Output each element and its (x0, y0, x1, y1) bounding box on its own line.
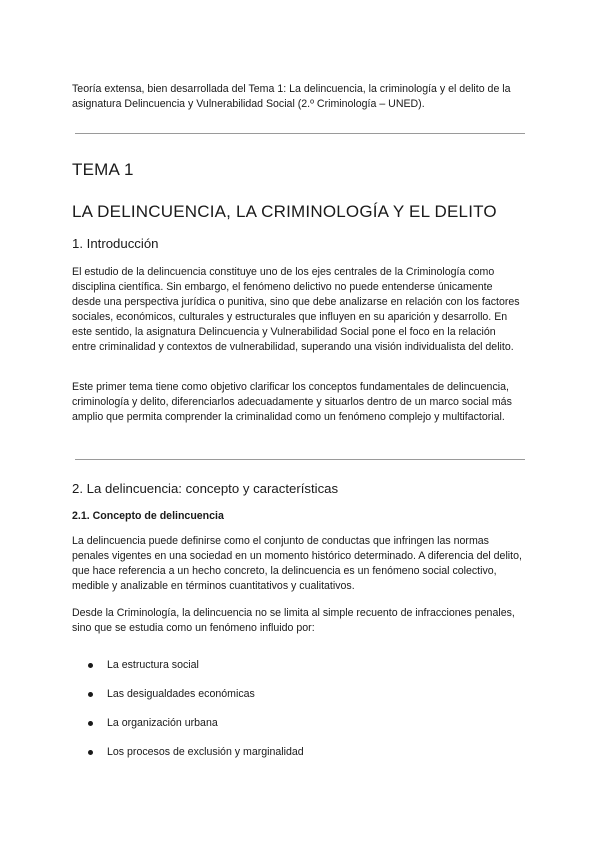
section-1-paragraph-2: Este primer tema tiene como objetivo clarificar los conceptos fundamentales de delincuencia, criminología y delito, diferenciarlos adecuadamente y situarlos dentro de un marco social más amplio que permita comprender la criminalidad como un fenómeno complejo y multifactorial. (72, 381, 512, 423)
list-item (88, 716, 304, 745)
bullet-icon (88, 663, 93, 668)
divider (75, 459, 525, 460)
list-item-text: Los procesos de exclusión y marginalidad (107, 746, 304, 758)
intro-note: Teoría extensa, bien desarrollada del Tema 1: La delincuencia, la criminología y el delito de la asignatura Delincuencia y Vulnerabilidad Social (2.º Criminología – UNED). (72, 83, 511, 110)
section-2-1-heading: 2.1. Concepto de delincuencia (72, 510, 224, 522)
factor-list (88, 658, 304, 774)
list-item (88, 687, 304, 716)
bullet-icon (88, 750, 93, 755)
section-2-paragraph-1: La delincuencia puede definirse como el conjunto de conductas que infringen las normas penales vigentes en una sociedad en un momento histórico determinado. A diferencia del delito, que hace referencia a un hecho concreto, la delincuencia es un fenómeno social colectivo, medible y analizable en términos cuantitativos y cualitativos. (72, 535, 522, 592)
list-item-text: La organización urbana (107, 717, 218, 729)
section-2-heading: 2. La delincuencia: concepto y características (72, 481, 339, 496)
list-item-text: Las desigualdades económicas (107, 688, 255, 700)
section-2-paragraph-2: Desde la Criminología, la delincuencia no se limita al simple recuento de infracciones penales, sino que se estudia como un fenómeno influido por: (72, 607, 515, 634)
tema-label: TEMA 1 (72, 160, 134, 179)
section-1-paragraph-1: El estudio de la delincuencia constituye uno de los ejes centrales de la Criminología como disciplina científica. Sin embargo, el fenómeno delictivo no puede entenderse únicamente desde una perspectiva jurídica o punitiva, sino que debe analizarse en relación con los factores sociales, económicos, culturales y estructurales que influyen en su aparición y desarrollo. En este sentido, la asignatura Delincuencia y Vulnerabilidad Social pone el foco en la relación entre criminalidad y contextos de vulnerabilidad, superando una visión individualista del delito. (72, 266, 520, 353)
bullet-icon (88, 721, 93, 726)
list-item (88, 658, 304, 687)
section-1-heading: 1. Introducción (72, 236, 159, 251)
list-item-text: La estructura social (107, 659, 199, 671)
divider (75, 133, 525, 134)
tema-title: LA DELINCUENCIA, LA CRIMINOLOGÍA Y EL DELITO (72, 202, 497, 221)
list-item (88, 745, 304, 774)
bullet-icon (88, 692, 93, 697)
